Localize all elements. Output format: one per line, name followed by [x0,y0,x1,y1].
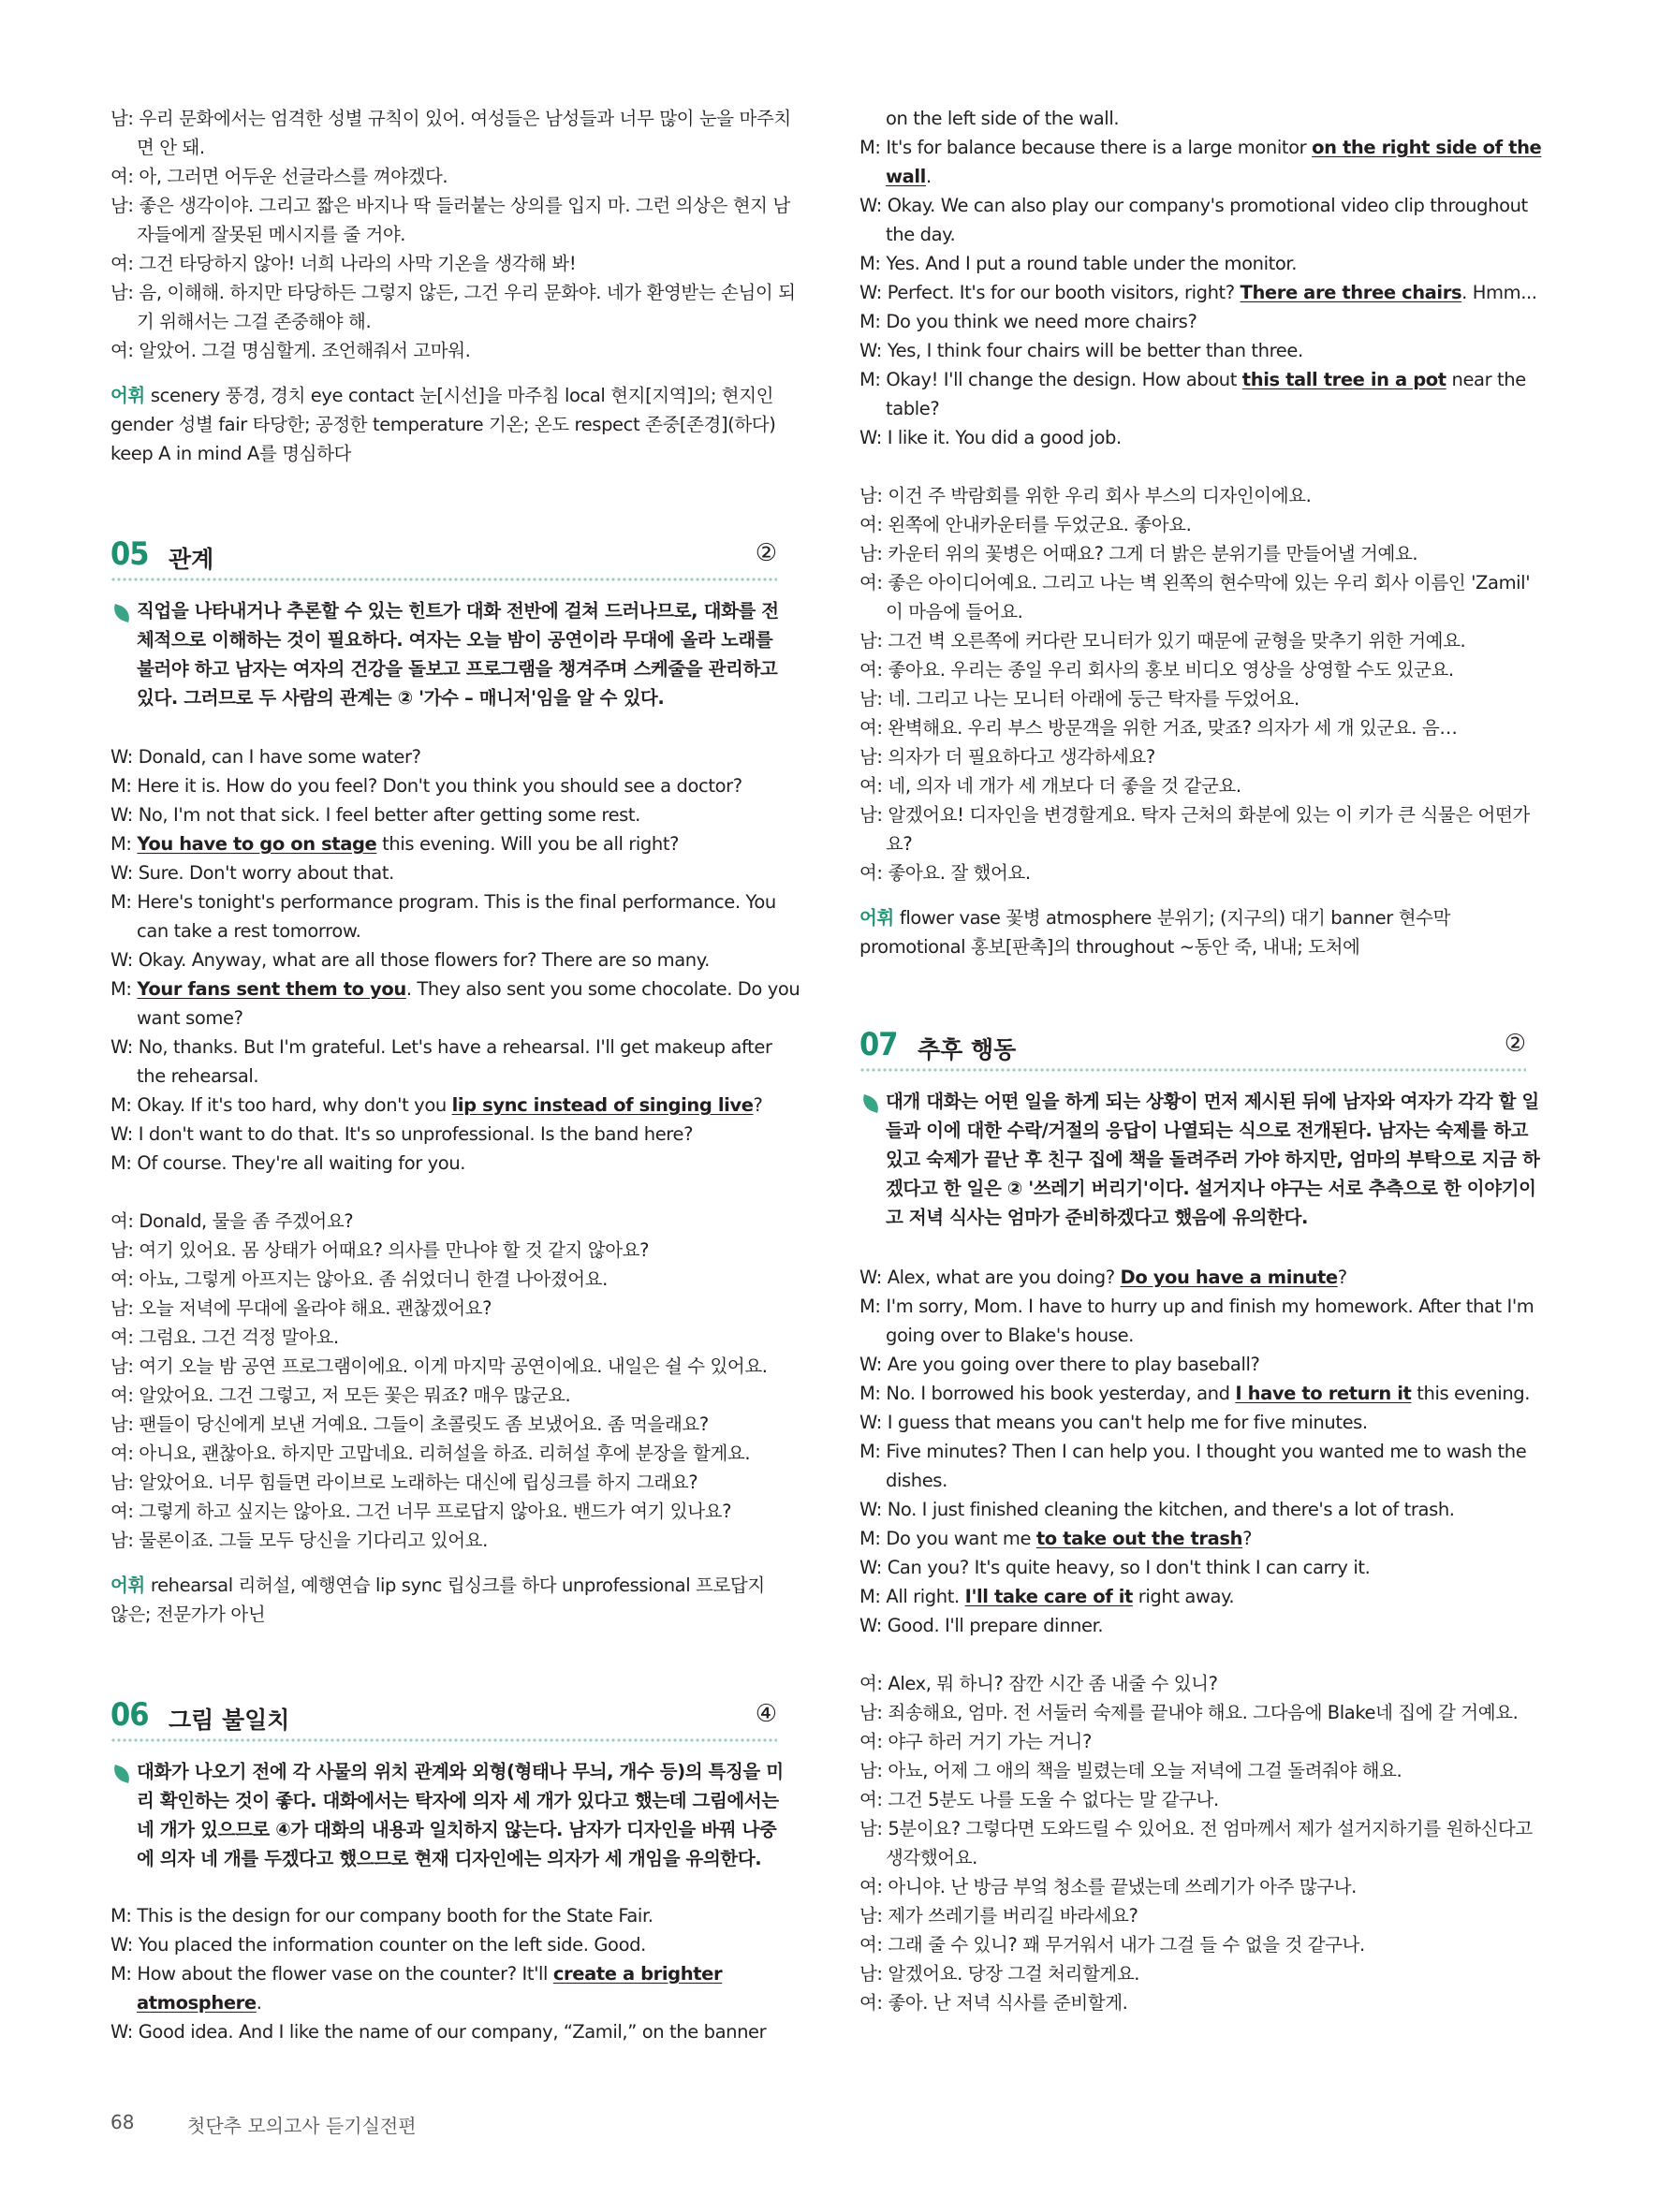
dialog-line: W: Donald, can I have some water? [110,746,421,768]
key-phrase: I have to return it [1235,1383,1412,1404]
hint-line: 대개 대화는 어떤 일을 하게 되는 상황이 먼저 제시된 뒤에 남자와 여자가 각각 할 일 [886,1091,1539,1112]
text-line: 남: 알겠어요. 당장 그걸 처리할게요. [859,1963,1140,1985]
text-line: 여: 야구 하러 거기 가는 거니? [859,1731,1092,1752]
dialog-line: the day. [886,224,956,245]
dialog-line [859,368,1526,392]
dialog-line: W: No, thanks. But I'm grateful. Let's have a rehearsal. I'll get makeup after [110,1036,772,1058]
text-line: 여: 좋아요. 잘 했어요. [859,862,1031,884]
text-line: 남: 우리 문화에서는 엄격한 성별 규칙이 있어. 여성들은 남성들과 너무 많이 눈을 마주치 [110,108,791,129]
text: ? [1337,1267,1347,1288]
dialog-line: M: I'm sorry, Mom. I have to hurry up and finish my homework. After that I'm [859,1296,1534,1317]
key-phrase: I'll take care of it [964,1586,1133,1607]
dialog-line: W: Sure. Don't worry about that. [110,862,394,884]
text-line: 자들에게 잘못된 메시지를 줄 거야. [137,224,406,245]
dialog-line: W: Good. I'll prepare dinner. [859,1615,1104,1636]
section-title: 추후 행동 [918,1036,1017,1063]
dialog-line [110,832,679,857]
vocab-line [110,1574,765,1598]
text: M: Okay! I'll change the design. How about [859,369,1242,390]
text-line: 남: 카운터 위의 꽃병은 어때요? 그게 더 밝은 분위기를 만들어낼 거예요. [859,543,1418,564]
dialog-line: W: I don't want to do that. It's so unprofessional. Is the band here? [110,1123,694,1145]
section-header-05 [110,535,777,577]
section-title: 관계 [169,546,214,573]
hint-line: 불러야 하고 남자는 여자의 건강을 돌보고 프로그램을 챙겨주며 스케줄을 관리하고 [137,658,778,680]
leaf-icon [110,604,133,623]
section-header-07 [859,1026,1526,1067]
text-line: 여: 그건 타당하지 않아! 너희 나라의 사막 기온을 생각해 봐! [110,253,577,274]
section-title: 그림 불일치 [169,1707,290,1734]
text-line: 여: 알았어요. 그건 그렇고, 저 모든 꽃은 뭐죠? 매우 많군요. [110,1384,571,1406]
text-line: 남: 네. 그리고 나는 모니터 아래에 둥근 탁자를 두었어요. [859,688,1300,710]
hint-line: 대화가 나오기 전에 각 사물의 위치 관계와 외형(형태나 무늬, 개수 등)의 특징을 미 [137,1761,784,1782]
dialog-line: W: Yes, I think four chairs will be better than three. [859,340,1303,361]
text: . [256,1992,262,2014]
text-line: 남: 음, 이해해. 하지만 타당하든 그렇지 않든, 그건 우리 문화야. 네가 환영받는 손님이 되 [110,282,796,303]
text: M: Okay. If it's too hard, why don't you [110,1094,452,1116]
text-line: 여: 네, 의자 네 개가 세 개보다 더 좋을 것 같군요. [859,775,1241,797]
dialog-line: going over to Blake's house. [886,1325,1134,1346]
dialog-line [859,1527,1252,1551]
dialog-line: W: You placed the information counter on the left side. Good. [110,1934,646,1956]
dialog-line [886,165,932,189]
text: M: [110,978,138,1000]
vocab-label: 어휘 [110,385,145,406]
text-line: 여: 아니요, 괜찮아요. 하지만 고맙네요. 리허설을 하죠. 리허설 후에 분장을 할게요. [110,1443,751,1464]
key-phrase: create a brighter [552,1963,723,1985]
text: ? [1242,1528,1253,1549]
page-number: 68 [110,2111,135,2133]
text: ? [753,1094,763,1116]
text-line: 여: 그럼요. 그건 걱정 말아요. [110,1326,339,1348]
dialog-line: M: Of course. They're all waiting for you. [110,1152,466,1174]
text-line: 남: 아뇨, 어제 그 애의 책을 빌렸는데 오늘 저녁에 그걸 돌려줘야 해요. [859,1760,1402,1781]
dialog-line [859,281,1537,305]
text-line: 생각했어요. [886,1847,977,1868]
text: M: It's for balance because there is a large monitor [859,137,1313,158]
text-line: 기 위해서는 그걸 존중해야 해. [137,311,372,332]
dialog-line: W: Okay. We can also play our company's promotional video clip throughout [859,195,1528,216]
dialog-line: table? [886,398,940,419]
text-line: 남: 오늘 저녁에 무대에 올라야 해요. 괜찮겠어요? [110,1297,492,1319]
text-line: 남: 여기 오늘 밤 공연 프로그램이에요. 이게 마지막 공연이에요. 내일은 쉴 수 있어요. [110,1355,768,1377]
section-answer: ② [755,539,777,567]
vocab-line [110,384,773,408]
dotted-rule [110,1737,777,1743]
text-line: 여: 그래 줄 수 있니? 꽤 무거워서 내가 그걸 들 수 없을 것 같구나. [859,1934,1365,1956]
key-phrase: atmosphere [137,1992,257,2014]
text-line: 남: 의자가 더 필요하다고 생각하세요? [859,746,1155,768]
text-line: 남: 팬들이 당신에게 보낸 거예요. 그들이 초콜릿도 좀 보냈어요. 좀 먹을래요? [110,1414,709,1435]
text: this evening. Will you be all right? [376,833,680,855]
section-number: 06 [110,1696,149,1734]
dialog-line: W: Are you going over there to play baseball? [859,1354,1260,1375]
text: M: [110,833,138,855]
text-line: 여: 좋아요. 우리는 종일 우리 회사의 홍보 비디오 영상을 상영할 수도 있군요. [859,659,1454,681]
text-line: 남: 제가 쓰레기를 버리길 바라세요? [859,1905,1138,1926]
dialog-line: W: No, I'm not that sick. I feel better after getting some rest. [110,804,640,826]
section-answer: ④ [755,1700,777,1728]
text-line: 여: 완벽해요. 우리 부스 방문객을 위한 거죠, 맞죠? 의자가 세 개 있군요. 음… [859,717,1458,739]
leaf-icon [859,1094,882,1113]
key-phrase: this tall tree in a pot [1241,369,1446,390]
hint-line: 에 의자 네 개를 두겠다고 했으므로 현재 디자인에는 의자가 세 개임을 유의한다. [137,1848,762,1869]
dialog-line: W: No. I just finished cleaning the kitchen, and there's a lot of trash. [859,1499,1455,1520]
hint-line: 있다. 그러므로 두 사람의 관계는 ② '가수 – 매니저'임을 알 수 있다. [137,687,665,709]
vocab-text: scenery 풍경, 경치 eye contact 눈[시선]을 마주침 local 현지[지역]의; 현지인 [150,385,774,406]
section-number: 07 [859,1026,898,1063]
dialog-line [110,1093,762,1118]
text: M: No. I borrowed his book yesterday, and [859,1383,1236,1404]
text-line: 여: 좋은 아이디어예요. 그리고 나는 벽 왼쪽의 현수막에 있는 우리 회사 이름인 'Zamil' [859,572,1531,593]
text: this evening. [1411,1383,1531,1404]
vocab-label: 어휘 [110,1575,145,1596]
hint-line: 리 확인하는 것이 좋다. 대화에서는 탁자에 의자 세 개가 있다고 했는데 그림에서는 [137,1790,779,1811]
dialog-line: W: Okay. Anyway, what are all those flowers for? There are so many. [110,949,710,971]
dialog-line: dishes. [886,1470,947,1491]
text: M: All right. [859,1586,965,1607]
text-line: 남: 물론이죠. 그들 모두 당신을 기다리고 있어요. [110,1530,488,1551]
dialog-line [859,1266,1347,1290]
vocab-text: rehearsal 리허설, 예행연습 lip sync 립싱크를 하다 unprofessional 프로답지 [150,1575,765,1596]
hint-line: 고 저녁 식사는 엄마가 준비하겠다고 했음에 유의한다. [886,1207,1308,1228]
text-line: 여: Alex, 뭐 하니? 잠깐 시간 좀 내줄 수 있니? [859,1673,1218,1694]
hint-line: 있고 숙제가 끝난 후 친구 집에 책을 돌려주러 가야 하지만, 엄마의 부탁으로 지금 하 [886,1149,1540,1170]
dialog-line: M: Here it is. How do you feel? Don't you think you should see a doctor? [110,775,742,797]
vocab-text: flower vase 꽃병 atmosphere 분위기; (지구의) 대기 banner 현수막 [899,907,1451,929]
text: M: Do you want me [859,1528,1036,1549]
vocab-line [859,906,1450,930]
dialog-line: the rehearsal. [137,1065,259,1087]
key-phrase: to take out the trash [1035,1528,1243,1549]
dotted-rule [859,1067,1526,1073]
text: near the [1446,369,1526,390]
text-line: 남: 여기 있어요. 몸 상태가 어때요? 의사를 만나야 할 것 같지 않아요? [110,1239,650,1261]
dialog-line: M: Do you think we need more chairs? [859,311,1197,332]
key-phrase: wall [886,166,926,187]
dialog-line: W: Good idea. And I like the name of our company, “Zamil,” on the banner [110,2021,767,2043]
vocab-line: promotional 홍보[판촉]의 throughout ~동안 죽, 내내; 도처에 [859,936,1360,958]
text-line: 이 마음에 들어요. [886,601,1023,623]
key-phrase: There are three chairs [1240,282,1462,303]
dialog-line: W: I guess that means you can't help me for five minutes. [859,1412,1368,1433]
text-line: 남: 죄송해요, 엄마. 전 서둘러 숙제를 끝내야 해요. 그다음에 Blake네 집에 갈 거예요. [859,1702,1519,1723]
text-line: 남: 알았어요. 너무 힘들면 라이브로 노래하는 대신에 립싱크를 하지 그래요? [110,1472,698,1493]
leaf-icon [110,1765,133,1783]
hint-line: 직업을 나타내거나 추론할 수 있는 힌트가 대화 전반에 걸쳐 드러나므로, 대화를 전 [137,600,779,622]
dialog-line: M: This is the design for our company booth for the State Fair. [110,1905,653,1926]
text: . [925,166,932,187]
key-phrase: Do you have a minute [1120,1267,1338,1288]
text-line: 남: 좋은 생각이야. 그리고 짧은 바지나 딱 들러붙는 상의를 입지 마. 그런 의상은 현지 남 [110,195,790,216]
key-phrase: lip sync instead of singing live [451,1094,754,1116]
text: . Hmm... [1461,282,1537,303]
hint-line: 체적으로 이해하는 것이 필요하다. 여자는 오늘 밤이 공연이라 무대에 올라 노래를 [137,629,773,651]
text-line: 여: 그건 5분도 나를 도울 수 없다는 말 같구나. [859,1789,1219,1810]
dialog-line [110,1962,722,1986]
text: W: Perfect. It's for our booth visitors, right? [859,282,1241,303]
vocab-line: gender 성별 fair 타당한; 공정한 temperature 기온; 온도 respect 존중[존경](하다) [110,414,776,435]
dotted-rule [110,577,777,582]
dialog-line [110,977,800,1002]
dialog-line: on the left side of the wall. [886,108,1120,129]
text-line: 여: 아뇨, 그렇게 아프지는 않아요. 좀 쉬었더니 한결 나아졌어요. [110,1268,608,1290]
hint-line: 겠다고 한 일은 ② '쓰레기 버리기'이다. 설거지나 야구는 서로 추측으로 한 이야기이 [886,1178,1536,1199]
dialog-line: W: I like it. You did a good job. [859,427,1122,448]
section-header-06 [110,1696,777,1737]
dialog-line [859,136,1541,160]
text-line: 여: 왼쪽에 안내카운터를 두었군요. 좋아요. [859,514,1192,535]
key-phrase: You have to go on stage [137,833,377,855]
dialog-line: M: Five minutes? Then I can help you. I thought you wanted me to wash the [859,1441,1527,1462]
dialog-line [859,1382,1530,1406]
dialog-line: want some? [137,1007,243,1029]
section-answer: ② [1504,1030,1526,1058]
text-line: 남: 이건 주 박람회를 위한 우리 회사 부스의 디자인이에요. [859,485,1312,506]
dialog-line: can take a rest tomorrow. [137,920,361,942]
book-title: 첫단추 모의고사 듣기실전편 [187,2115,417,2137]
text-line: 요? [886,833,913,855]
text-line: 여: 아, 그러면 어두운 선글라스를 껴야겠다. [110,166,448,187]
text-line: 남: 알겠어요! 디자인을 변경할게요. 탁자 근처의 화분에 있는 이 키가 큰 식물은 어떤가 [859,804,1530,826]
text-line: 남: 그건 벽 오른쪽에 커다란 모니터가 있기 때문에 균형을 맞추기 위한 거예요. [859,630,1466,652]
dialog-line: M: Here's tonight's performance program. This is the final performance. You [110,891,776,913]
dialog-line: M: Yes. And I put a round table under the monitor. [859,253,1298,274]
key-phrase: Your fans sent them to you [137,978,406,1000]
vocab-line: keep A in mind A를 명심하다 [110,443,351,464]
text: M: How about the flower vase on the counter? It'll [110,1963,553,1985]
text-line: 여: 좋아. 난 저녁 식사를 준비할게. [859,1992,1128,2014]
dialog-line [137,1991,262,2015]
vocab-label: 어휘 [859,907,894,929]
section-number: 05 [110,535,149,573]
dialog-line: W: Can you? It's quite heavy, so I don't think I can carry it. [859,1557,1371,1578]
text: W: Alex, what are you doing? [859,1267,1121,1288]
text-line: 여: 아니야. 난 방금 부엌 청소를 끝냈는데 쓰레기가 아주 많구나. [859,1876,1357,1897]
hint-line: 들과 이에 대한 수락/거절의 응답이 나열되는 식으로 전개된다. 남자는 숙제를 하고 [886,1120,1529,1141]
text-line: 여: 그렇게 하고 싶지는 않아요. 그건 너무 프로답지 않아요. 밴드가 여기 있나요? [110,1501,732,1522]
text-line: 면 안 돼. [137,137,205,158]
hint-line: 네 개가 있으므로 ④가 대화의 내용과 일치하지 않는다. 남자가 디자인을 바꿔 나중 [137,1819,777,1840]
text-line: 여: 알았어. 그걸 명심할게. 조언해줘서 고마워. [110,340,471,361]
text: right away. [1132,1586,1235,1607]
vocab-line: 않은; 전문가가 아닌 [110,1604,266,1625]
key-phrase: on the right side of the [1312,137,1542,158]
dialog-line [859,1585,1234,1609]
text-line: 여: Donald, 물을 좀 주겠어요? [110,1210,354,1232]
text-line: 남: 5분이요? 그렇다면 도와드릴 수 있어요. 전 엄마께서 제가 설거지하기를 원하신다고 [859,1818,1533,1839]
text: . They also sent you some chocolate. Do you [405,978,800,1000]
